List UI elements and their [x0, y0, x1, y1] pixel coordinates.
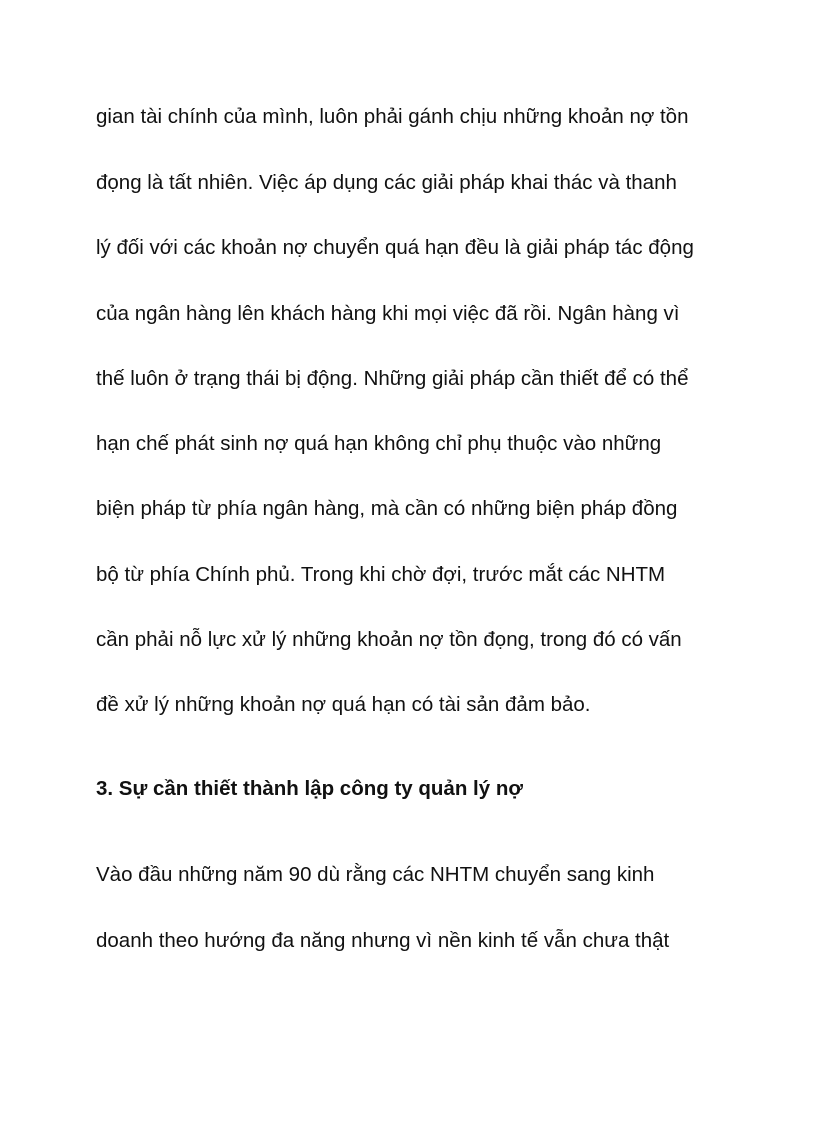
paragraph-line: doanh theo hướng đa năng nhưng vì nền kinh tế vẫn chưa thật: [96, 929, 670, 952]
section-heading: 3. Sự cần thiết thành lập công ty quản lý nợ: [96, 777, 523, 800]
paragraph-line: đọng là tất nhiên. Việc áp dụng các giải pháp khai thác và thanh: [96, 171, 677, 194]
paragraph-line: biện pháp từ phía ngân hàng, mà cần có những biện pháp đồng: [96, 497, 678, 520]
paragraph-line: của ngân hàng lên khách hàng khi mọi việc đã rồi. Ngân hàng vì: [96, 302, 680, 325]
paragraph-line: đề xử lý những khoản nợ quá hạn có tài sản đảm bảo.: [96, 693, 591, 716]
paragraph-line: thế luôn ở trạng thái bị động. Những giải pháp cần thiết để có thể: [96, 367, 689, 390]
paragraph-line: hạn chế phát sinh nợ quá hạn không chỉ phụ thuộc vào những: [96, 432, 662, 455]
paragraph-line: cần phải nỗ lực xử lý những khoản nợ tồn đọng, trong đó có vấn: [96, 628, 682, 651]
paragraph-line: Vào đầu những năm 90 dù rằng các NHTM chuyển sang kinh: [96, 863, 655, 886]
paragraph-line: lý đối với các khoản nợ chuyển quá hạn đều là giải pháp tác động: [96, 236, 694, 259]
paragraph-line: bộ từ phía Chính phủ. Trong khi chờ đợi, trước mắt các NHTM: [96, 563, 666, 586]
paragraph-line: gian tài chính của mình, luôn phải gánh chịu những khoản nợ tồn: [96, 105, 689, 128]
